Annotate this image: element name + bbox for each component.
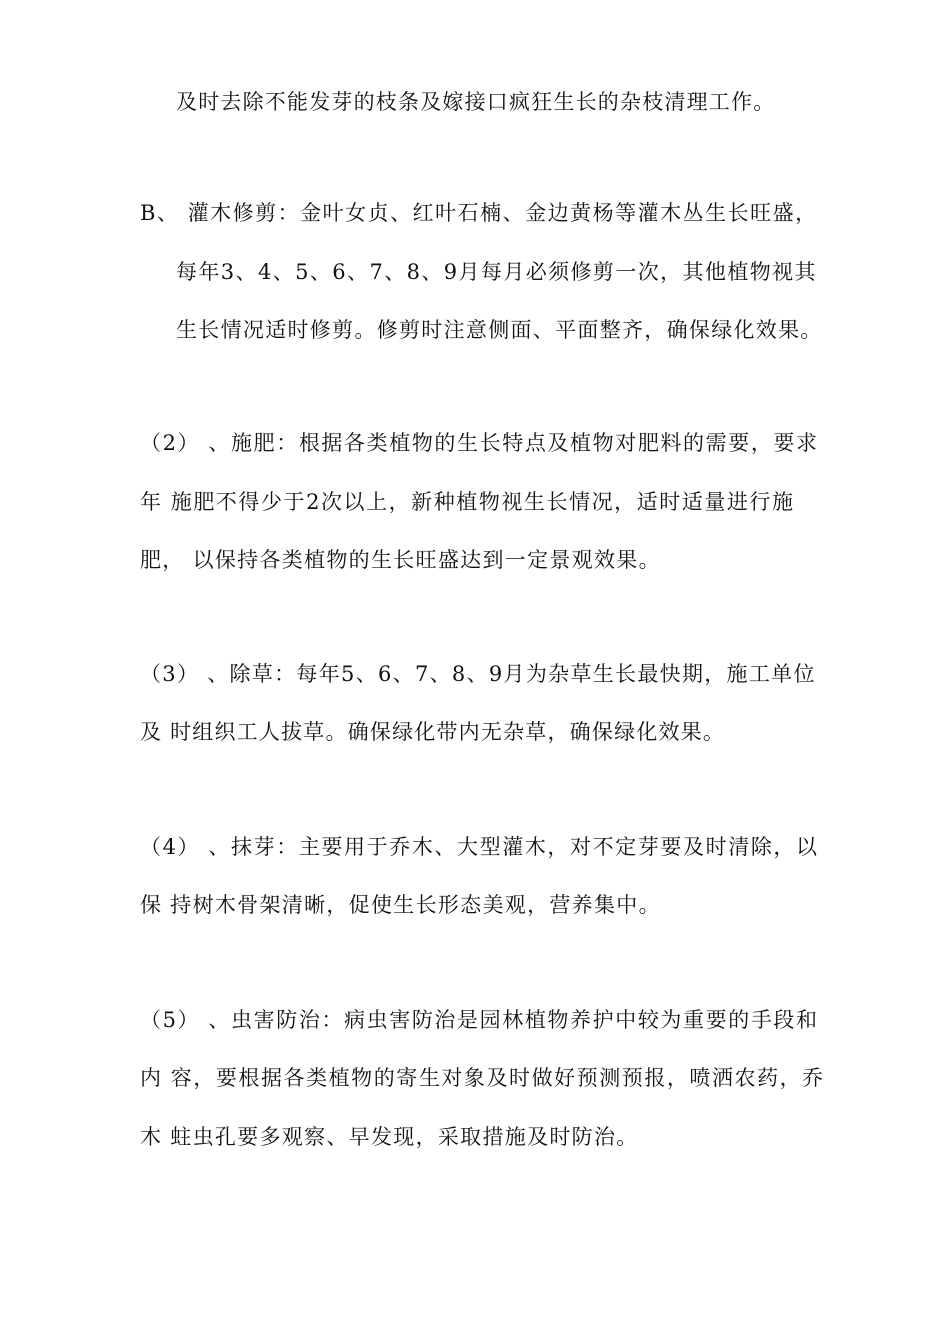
paragraph-line: 及时去除不能发芽的枝条及嫁接口疯狂生长的杂枝清理工作。 — [176, 90, 776, 114]
paragraph-line: 年 施肥不得少于2次以上，新种植物视生长情况，适时适量进行施 — [140, 490, 795, 514]
paragraph-line: 及 时组织工人拔草。确保绿化带内无杂草，确保绿化效果。 — [140, 720, 726, 744]
paragraph-line: 生长情况适时修剪。修剪时注意侧面、平面整齐，确保绿化效果。 — [176, 318, 823, 342]
paragraph-line: 保 持树木骨架清晰，促使生长形态美观，营养集中。 — [140, 893, 661, 917]
paragraph-line: 内 容，要根据各类植物的寄生对象及时做好预测预报，喷洒农药，乔 — [140, 1066, 825, 1090]
paragraph-line-bud-removal: （4） 、抹芽：主要用于乔木、大型灌木，对不定芽要及时清除，以 — [140, 835, 819, 859]
paragraph-line-weeding: （3） 、除草：每年5、6、7、8、9月为杂草生长最快期，施工单位 — [140, 662, 816, 686]
paragraph-line-pest-control: （5） 、虫害防治：病虫害防治是园林植物养护中较为重要的手段和 — [140, 1008, 819, 1032]
paragraph-line: 每年3、4、5、6、7、8、9月每月必须修剪一次，其他植物视其 — [176, 260, 817, 284]
paragraph-line-shrub-pruning: B、 灌木修剪：金叶女贞、红叶石楠、金边黄杨等灌木丛生长旺盛， — [140, 201, 818, 225]
paragraph-line: 木 蛀虫孔要多观察、早发现，采取措施及时防治。 — [140, 1125, 639, 1149]
paragraph-line-fertilizing: （2） 、施肥：根据各类植物的生长特点及植物对肥料的需要，要求 — [140, 431, 819, 455]
paragraph-line: 肥， 以保持各类植物的生长旺盛达到一定景观效果。 — [140, 548, 661, 572]
